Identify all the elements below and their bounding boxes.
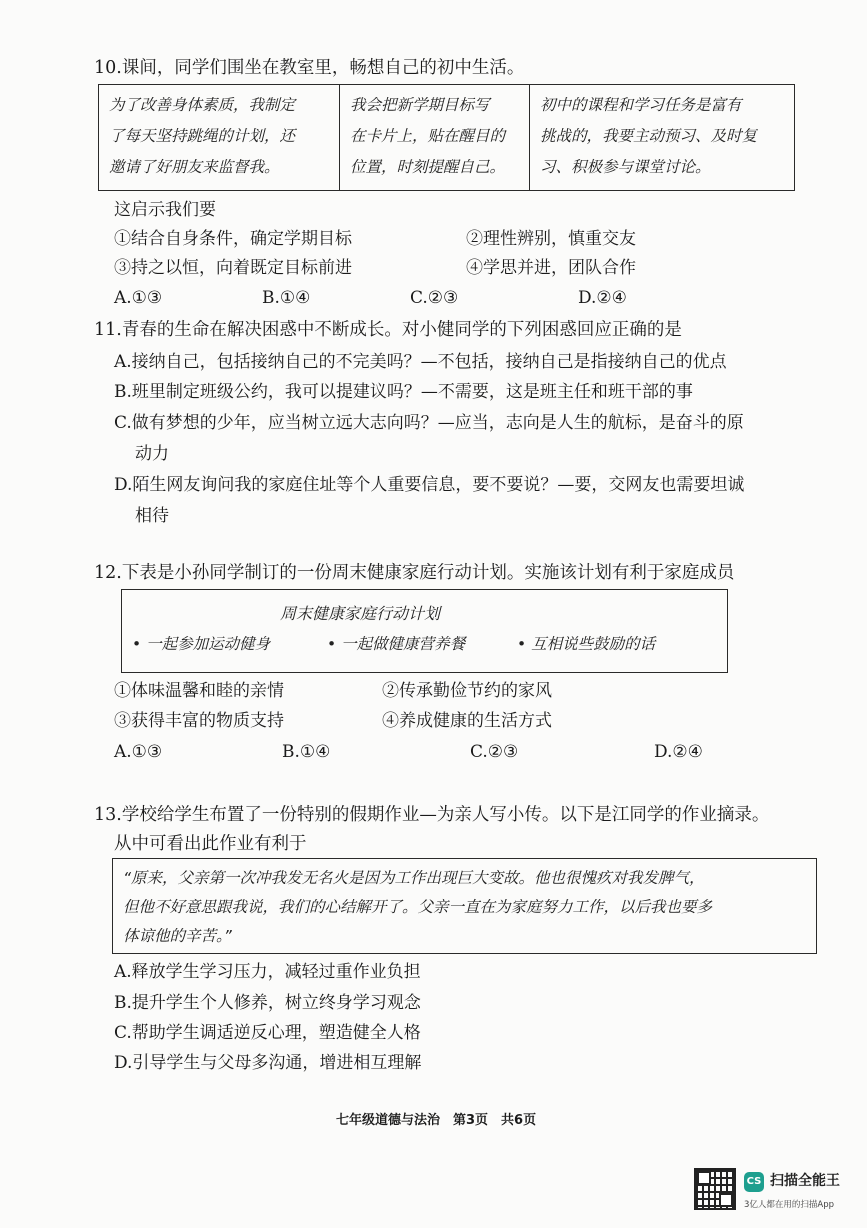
q10-cell-3 — [529, 85, 794, 190]
scanner-app-slogan: 3亿人都在用的扫描App — [744, 1200, 835, 1210]
q10-cell-2-line: 我会把新学期目标写 — [350, 96, 490, 114]
q12-option-a: A.①③ — [114, 742, 163, 762]
q10-cell-1 — [99, 85, 339, 190]
q12-item-1: ①体味温馨和睦的亲情 — [114, 681, 284, 701]
q12-item-4: ④养成健康的生活方式 — [382, 711, 552, 731]
q13-quote-box — [112, 858, 817, 954]
q10-option-d: D.②④ — [578, 288, 627, 308]
q11-option-b: B.班里制定班级公约，我可以提建议吗？—不需要，这是班主任和班干部的事 — [114, 382, 693, 402]
q11-option-c: C.做有梦想的少年，应当树立远大志向吗？—应当，志向是人生的航标，是奋斗的原 — [114, 413, 744, 433]
qr-code-icon — [694, 1168, 736, 1210]
q12-plan-item-2: • 一起做健康营养餐 — [327, 635, 466, 653]
q12-plan-item-3: • 互相说些鼓励的话 — [517, 635, 656, 653]
q10-cell-3-line: 初中的课程和学习任务是富有 — [540, 96, 742, 114]
q13-option-a: A.释放学生学习压力，减轻过重作业负担 — [114, 962, 421, 982]
q10-item-2: ②理性辨别，慎重交友 — [466, 229, 636, 249]
q12-option-c: C.②③ — [470, 742, 519, 762]
q13-option-d: D.引导学生与父母多沟通，增进相互理解 — [114, 1053, 422, 1073]
q10-option-b: B.①④ — [262, 288, 311, 308]
q13-option-c: C.帮助学生调适逆反心理，塑造健全人格 — [114, 1023, 421, 1043]
q11-option-c-cont: 动力 — [135, 444, 169, 464]
q10-cell-2 — [339, 85, 529, 190]
q10-scenario-table — [98, 84, 795, 191]
q10-prompt: 这启示我们要 — [114, 200, 216, 220]
q10-stem: 10.课间，同学们围坐在教室里，畅想自己的初中生活。 — [94, 58, 525, 78]
camscanner-logo-icon: CS — [744, 1172, 764, 1192]
q13-quote-line-2: 但他不好意思跟我说，我们的心结解开了。父亲一直在为家庭努力工作，以后我也要多 — [123, 898, 713, 916]
q13-option-b: B.提升学生个人修养，树立终身学习观念 — [114, 993, 421, 1013]
page-footer: 七年级道德与法治 第3页 共6页 — [336, 1113, 537, 1128]
q12-plan-box — [121, 589, 728, 673]
q10-cell-3-line: 习、积极参与课堂讨论。 — [540, 158, 711, 176]
q12-item-2: ②传承勤俭节约的家风 — [382, 681, 552, 701]
q12-option-b: B.①④ — [282, 742, 331, 762]
q11-option-d-cont: 相待 — [135, 506, 169, 526]
q12-stem: 12.下表是小孙同学制订的一份周末健康家庭行动计划。实施该计划有利于家庭成员 — [94, 563, 735, 583]
q10-cell-2-line: 在卡片上，贴在醒目的 — [350, 127, 506, 145]
q10-item-1: ①结合自身条件，确定学期目标 — [114, 229, 352, 249]
q10-cell-1-line: 了每天坚持跳绳的计划，还 — [109, 127, 296, 145]
q12-item-3: ③获得丰富的物质支持 — [114, 711, 284, 731]
q11-option-d: D.陌生网友询问我的家庭住址等个人重要信息，要不要说？—要，交网友也需要坦诚 — [114, 475, 745, 495]
q12-plan-title: 周末健康家庭行动计划 — [280, 604, 441, 623]
scanner-app-name: 扫描全能王 — [770, 1173, 840, 1189]
q13-stem: 13.学校给学生布置了一份特别的假期作业—为亲人写小传。以下是江同学的作业摘录。 — [94, 805, 770, 825]
q13-quote-line-1: “原来，父亲第一次冲我发无名火是因为工作出现巨大变故。他也很愧疚对我发脾气， — [123, 869, 705, 887]
q10-cell-1-line: 邀请了好朋友来监督我。 — [109, 158, 280, 176]
q10-cell-2-line: 位置，时刻提醒自己。 — [350, 158, 506, 176]
q10-cell-3-line: 挑战的，我要主动预习、及时复 — [540, 127, 758, 145]
q10-item-3: ③持之以恒，向着既定目标前进 — [114, 258, 352, 278]
q10-option-a: A.①③ — [114, 288, 163, 308]
q12-option-d: D.②④ — [654, 742, 703, 762]
q10-option-c: C.②③ — [410, 288, 459, 308]
q10-cell-1-line: 为了改善身体素质，我制定 — [109, 96, 296, 114]
q13-stem-cont: 从中可看出此作业有利于 — [114, 834, 307, 854]
q11-option-a: A.接纳自己，包括接纳自己的不完美吗？—不包括，接纳自己是指接纳自己的优点 — [114, 352, 727, 372]
q11-stem: 11.青春的生命在解决困惑中不断成长。对小健同学的下列困惑回应正确的是 — [94, 320, 682, 340]
q13-quote-line-3: 体谅他的辛苦。” — [123, 927, 232, 945]
q10-item-4: ④学思并进，团队合作 — [466, 258, 636, 278]
q12-plan-item-1: • 一起参加运动健身 — [132, 635, 271, 653]
